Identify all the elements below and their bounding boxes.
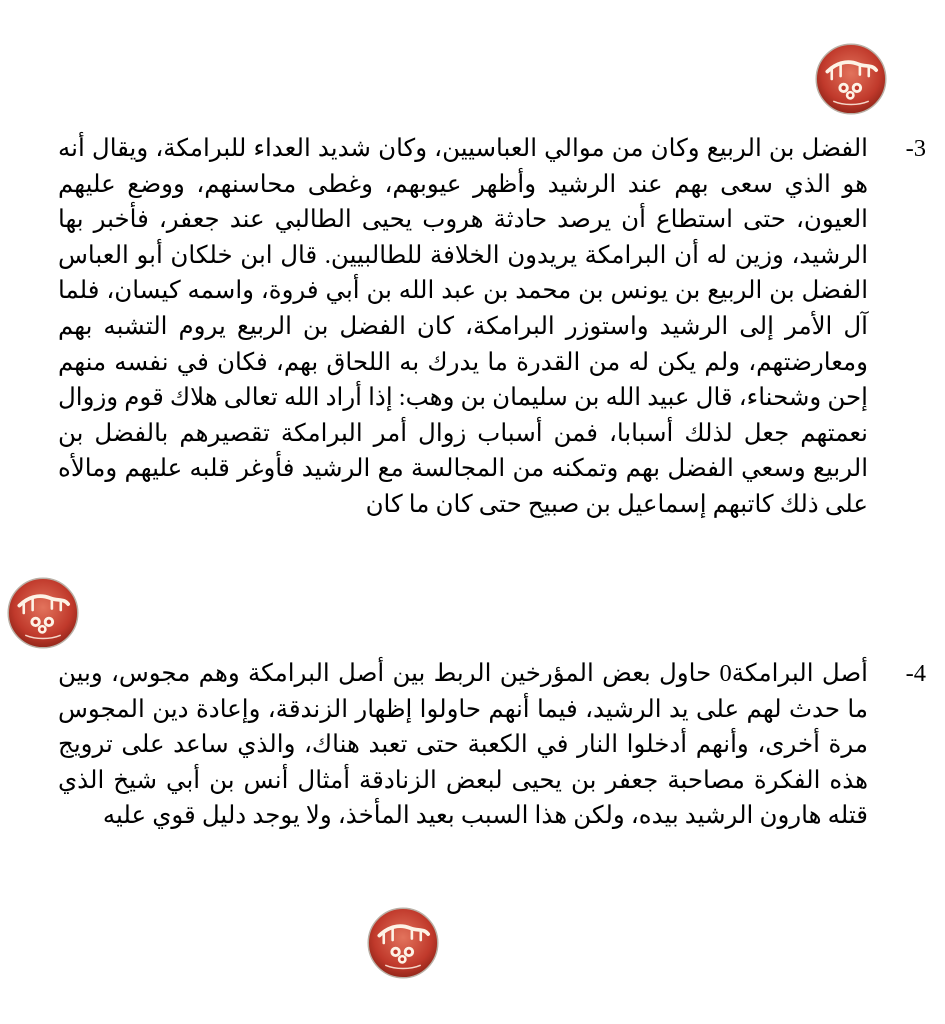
altareekh-logo-icon	[6, 576, 80, 650]
item-number: -3	[905, 135, 926, 162]
list-item	[58, 131, 926, 523]
altareekh-logo-icon	[814, 42, 888, 116]
altareekh-logo-icon	[366, 906, 440, 980]
altareekh-logo-icon	[814, 42, 888, 116]
item-text: الفضل بن الربيع وكان من موالي العباسيين، وكان شديد العداء للبرامكة، ويقال أنه هو الذي سعى بهم عند الرشيد وأظهر عيوبهم، وغطى محاسنهم، ووضع عليهم العيون، حتى استطاع أن يرصد حادثة هروب يحيى الطالبي عند جعفر، فأخبر بها الرشيد، وزين له أن البرامكة يريدون الخلافة للطالبيين. قال ابن خلكان أبو العباس الفضل بن الربيع بن يونس بن محمد بن عبد الله بن أبي فروة، واسمه كيسان، فلما آل الأمر إلى الرشيد واستوزر البرامكة، كان الفضل بن الربيع يروم التشبه بهم ومعارضتهم، ولم يكن له من القدرة ما يدرك به اللحاق بهم، فكان في نفسه منهم إحن وشحناء، قال عبيد الله بن سليمان بن وهب: إذا أراد الله تعالى هلاك قوم وزوال نعمتهم جعل لذلك أسبابا، فمن أسباب زوال أمر البرامكة تقصيرهم بالفضل بن الربيع وسعي الفضل بهم وتمكنه من المجالسة مع الرشيد فأوغر قلبه عليهم ومالأه على ذلك كاتبهم إسماعيل بن صبيح حتى كان ما كان	[58, 135, 868, 518]
list-item	[58, 656, 926, 834]
item-text: أصل البرامكة0 حاول بعض المؤرخين الربط بين أصل البرامكة وهم مجوس، وبين ما حدث لهم على يد الرشيد، فيما أنهم حاولوا إظهار الزندقة، وإعادة دين المجوس مرة أخرى، وأنهم أدخلوا النار في الكعبة حتى تعبد هناك، والذي ساعد على ترويج هذه الفكرة مصاحبة جعفر بن يحيى لبعض الزنادقة أمثال أنس بن أبي شيخ الذي قتله هارون الرشيد بيده، ولكن هذا السبب بعيد المأخذ، ولا يوجد دليل قوي عليه	[58, 660, 868, 830]
item-number: -4	[905, 660, 926, 687]
altareekh-logo-icon	[366, 906, 440, 980]
altareekh-logo-icon	[6, 576, 80, 650]
